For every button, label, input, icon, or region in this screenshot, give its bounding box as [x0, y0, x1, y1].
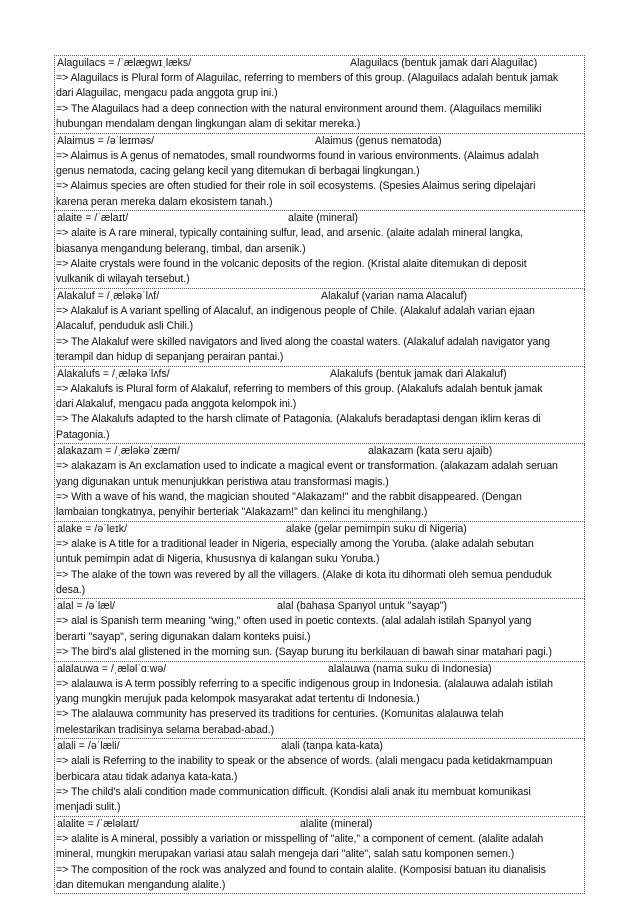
definition-line: => alali is Referring to the inability to speak or the absence of words. (alali mengacu pada ketidakmampuan [56, 755, 553, 768]
example-line: => The alalauwa community has preserved its traditions for centuries. (Komunitas alalauwa telah [56, 708, 504, 721]
definition-line: => alaite is A rare mineral, typically containing sulfur, lead, and arsenic. (alaite adalah mineral langka, [56, 227, 524, 240]
headword: alalite = /ˈæləlaɪt/ [57, 817, 139, 830]
translation: alalauwa (nama suku di Indonesia) [328, 662, 492, 675]
example-line: dan ditemukan mengandung alalite.) [56, 879, 226, 892]
example-line: => Alaimus species are often studied for their role in soil ecosystems. (Spesies Alaimus sering dipelajari [56, 180, 536, 193]
definition-line: => alalauwa is A term possibly referring to a specific indigenous group in Indonesia. (alalauwa adalah istilah [56, 677, 553, 690]
headword: alake = /əˈleɪk/ [57, 522, 128, 535]
example-line: melestarikan tradisinya selama berabad-abad.) [56, 723, 275, 736]
dictionary-table [54, 55, 585, 894]
entry-header [56, 289, 583, 304]
definition-line: Alacaluf, penduduk asli Chili.) [56, 320, 194, 333]
dictionary-entry [54, 289, 585, 367]
definition-line: => Alaguilacs is Plural form of Alaguilac, referring to members of this group. (Alaguilacs adalah bentuk jamak [56, 72, 559, 84]
entry-header [56, 522, 583, 537]
definition-line: => Alakaluf is A variant spelling of Alacaluf, an indigenous people of Chile. (Alakaluf adalah varian ejaan [56, 304, 535, 317]
translation: Alaimus (genus nematoda) [315, 134, 442, 147]
entry-header [56, 211, 583, 226]
definition-line: => alalite is A mineral, possibly a variation or misspelling of "alite," a component of cement. (alalite adalah [56, 832, 544, 845]
example-line: => The alake of the town was revered by all the villagers. (Alake di kota itu dihormati oleh semua penduduk [56, 568, 552, 581]
translation: alali (tanpa kata-kata) [281, 740, 383, 753]
example-line: => The bird's alal glistened in the morning sun. (Sayap burung itu berkilauan di bawah sinar matahari pagi.) [56, 646, 552, 659]
definition-line: yang digunakan untuk menunjukkan peristiwa atau transformasi magis.) [56, 475, 389, 488]
example-line: lambaian tongkatnya, penyihir berteriak "Alakazam!" dan kelinci itu menghilang.) [56, 506, 428, 519]
definition-line: dari Alaguilac, mengacu pada anggota grup ini.) [56, 87, 278, 100]
example-line: hubungan mendalam dengan lingkungan alam di sekitar mereka.) [56, 118, 361, 131]
entry-header [56, 56, 583, 71]
example-line: => With a wave of his wand, the magician shouted "Alakazam!" and the rabbit disappeared. (Dengan [56, 490, 522, 503]
translation: alaite (mineral) [288, 212, 359, 225]
entry-header [56, 134, 583, 149]
translation: Alakaluf (varian nama Alacaluf) [321, 289, 468, 302]
entry-header [56, 444, 583, 459]
definition-line: berbicara atau tidak adanya kata-kata.) [56, 770, 238, 783]
example-line: desa.) [56, 583, 86, 596]
entry-header [56, 662, 583, 677]
dictionary-entry [54, 522, 585, 600]
definition-line: genus nematoda, cacing gelang kecil yang ditemukan di berbagai lingkungan.) [56, 165, 420, 178]
headword: Alakalufs = /ˌæləkəˈlʌfs/ [57, 367, 170, 380]
dictionary-entry [54, 599, 585, 661]
dictionary-entry [54, 817, 585, 895]
entry-header [56, 739, 583, 754]
example-line: => The composition of the rock was analyzed and found to contain alalite. (Komposisi batuan itu dianalisis [56, 863, 546, 876]
entry-header [56, 367, 583, 382]
headword: alal = /əˈlæl/ [57, 600, 115, 613]
definition-line: => alal is Spanish term meaning "wing," often used in poetic contexts. (alal adalah istilah Spanyol yang [56, 615, 532, 628]
translation: Alakalufs (bentuk jamak dari Alakaluf) [330, 367, 507, 380]
example-line: => The Alaguilacs had a deep connection with the natural environment around them. (Alaguilacs memiliki [56, 102, 542, 115]
headword: Alakaluf = /ˌæləkəˈlʌf/ [57, 289, 160, 302]
headword: Alaguilacs = /ˈælægwɪˌlæks/ [57, 57, 192, 69]
example-line: => Alaite crystals were found in the volcanic deposits of the region. (Kristal alaite ditemukan di deposit [56, 258, 527, 271]
dictionary-entry [54, 444, 585, 522]
entry-header [56, 599, 583, 614]
definition-line: => Alaimus is A genus of nematodes, small roundworms found in various environments. (Alaimus adalah [56, 149, 539, 162]
translation: alalite (mineral) [300, 817, 373, 830]
translation: alakazam (kata seru ajaib) [368, 445, 493, 458]
dictionary-entry [54, 211, 585, 289]
definition-line: yang mungkin merujuk pada kelompok masyarakat adat tertentu di Indonesia.) [56, 693, 420, 705]
headword: alaite = /ˈælaɪt/ [57, 212, 129, 225]
definition-line: untuk pemimpin adat di Nigeria, khususnya di kalangan suku Yoruba.) [56, 553, 380, 566]
definition-line: => Alakalufs is Plural form of Alakaluf, referring to members of this group. (Alakalufs adalah bentuk jamak [56, 382, 543, 395]
definition-line: dari Alakaluf, mengacu pada anggota kelompok ini.) [56, 397, 297, 410]
example-line: menjadi sulit.) [56, 801, 121, 814]
definition-line: => alake is A title for a traditional leader in Nigeria, especially among the Yoruba. (alake adalah sebutan [56, 537, 534, 550]
example-line: => The Alakalufs adapted to the harsh climate of Patagonia. (Alakalufs beradaptasi dengan iklim keras di [56, 413, 541, 426]
dictionary-entry [54, 367, 585, 445]
example-line: => The Alakaluf were skilled navigators and lived along the coastal waters. (Alakaluf adalah navigator yang [56, 335, 550, 348]
definition-line: berarti "sayap", sering digunakan dalam konteks puisi.) [56, 630, 311, 643]
definition-line: => alakazam is An exclamation used to indicate a magical event or transformation. (alakazam adalah seruan [56, 460, 558, 473]
definition-line: mineral, mungkin merupakan variasi atau salah mengeja dari "alite", salah satu komponen semen.) [56, 848, 515, 861]
dictionary-entry [54, 739, 585, 817]
headword: alakazam = /ˌæləkəˈzæm/ [57, 445, 180, 458]
example-line: vulkanik di wilayah tersebut.) [56, 273, 190, 286]
translation: Alaguilacs (bentuk jamak dari Alaguilac) [350, 57, 538, 69]
headword: alali = /əˈlæli/ [57, 740, 120, 753]
translation: alake (gelar pemimpin suku di Nigeria) [286, 522, 467, 535]
definition-line: biasanya mengandung belerang, timbal, dan arsenik.) [56, 242, 306, 255]
example-line: Patagonia.) [56, 428, 110, 441]
headword: alalauwa = /ˌæləlˈɑːwə/ [57, 662, 167, 675]
example-line: karena peran mereka dalam ekosistem tanah.) [56, 195, 273, 208]
dictionary-entry [54, 662, 585, 740]
dictionary-entry [54, 134, 585, 212]
dictionary-entry [54, 55, 585, 134]
example-line: terampil dan hidup di sepanjang perairan pantai.) [56, 351, 284, 364]
headword: Alaimus = /əˈleɪməs/ [57, 134, 155, 147]
translation: alal (bahasa Spanyol untuk "sayap") [277, 600, 448, 613]
example-line: => The child's alali condition made communication difficult. (Kondisi alali anak itu membuat komunikasi [56, 786, 531, 799]
entry-header [56, 817, 583, 832]
